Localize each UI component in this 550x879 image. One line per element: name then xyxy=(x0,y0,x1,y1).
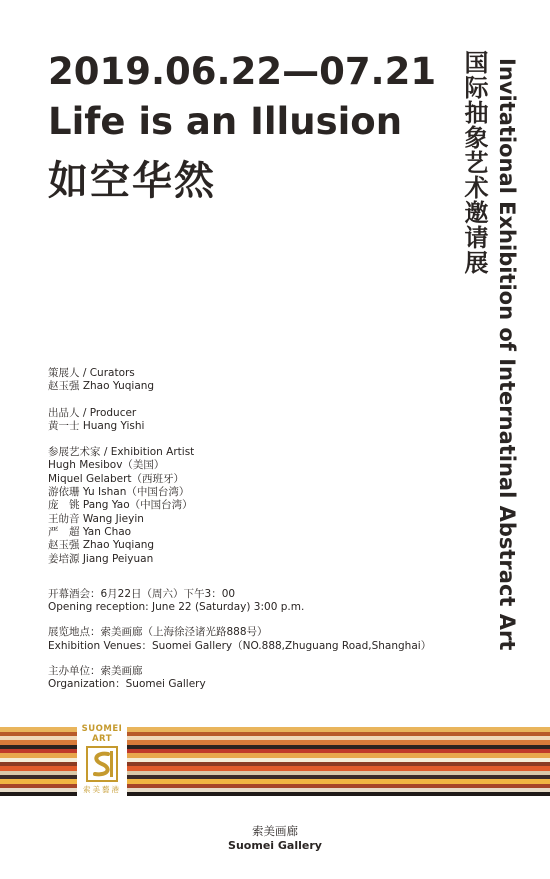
producer-name: 黄一士 Huang Yishi xyxy=(48,419,145,432)
producer-label: 出品人 / Producer xyxy=(48,406,137,419)
venue-cn: 展览地点：索美画廊（上海徐泾诸光路888号） xyxy=(48,626,268,639)
artist-name: 姜培源 Jiang Peiyuan xyxy=(48,552,154,565)
subtitle-vertical-chinese: 国际抽象艺术邀请展 xyxy=(460,50,488,275)
logo-text-line2: ART xyxy=(91,734,113,744)
curators-name: 赵玉强 Zhao Yuqiang xyxy=(48,380,155,393)
artist-name: 严 超 Yan Chao xyxy=(48,525,132,538)
logo-mark-icon xyxy=(86,746,118,782)
artist-name: 游依珊 Yu Ishan（中国台湾） xyxy=(48,486,190,499)
organization-cn: 主办单位：索美画廊 xyxy=(48,665,143,678)
organization-en: Organization：Suomei Gallery xyxy=(48,678,206,691)
opening-cn: 开幕酒会：6月22日（周六）下午3：00 xyxy=(48,587,236,600)
curators-label: 策展人 / Curators xyxy=(48,367,135,379)
artist-name: Miquel Gelabert（西班牙） xyxy=(48,472,185,485)
artist-name: 王劰音 Wang Jieyin xyxy=(48,512,144,525)
opening-en: Opening reception: June 22 (Saturday) 3:00 p.m. xyxy=(48,601,305,614)
artist-name: Hugh Mesibov（美国） xyxy=(48,459,165,472)
logo-text-line1: SUOMEI xyxy=(81,724,123,734)
artist-name: 赵玉强 Zhao Yuqiang xyxy=(48,539,155,552)
artist-name: 庞 铫 Pang Yao（中国台湾） xyxy=(48,499,193,512)
title-chinese: 如空华然 xyxy=(48,158,216,204)
venue-en: Exhibition Venues：Suomei Gallery（NO.888,Zhuguang Road,Shanghai） xyxy=(48,639,432,652)
exhibition-dates: 2019.06.22—07.21 xyxy=(48,50,437,93)
title-english: Life is an Illusion xyxy=(48,100,403,143)
logo-text-chinese: 索美藝港 xyxy=(83,785,121,794)
footer-gallery-en: Suomei Gallery xyxy=(228,839,322,852)
gallery-logo xyxy=(77,720,127,798)
subtitle-vertical-english: Invitational Exhibition of Internatinal Abstract Art xyxy=(495,58,519,651)
artists-label: 参展艺术家 / Exhibition Artist xyxy=(48,446,195,459)
footer-gallery-cn: 索美画廊 xyxy=(252,824,298,838)
exhibition-info xyxy=(48,367,468,692)
